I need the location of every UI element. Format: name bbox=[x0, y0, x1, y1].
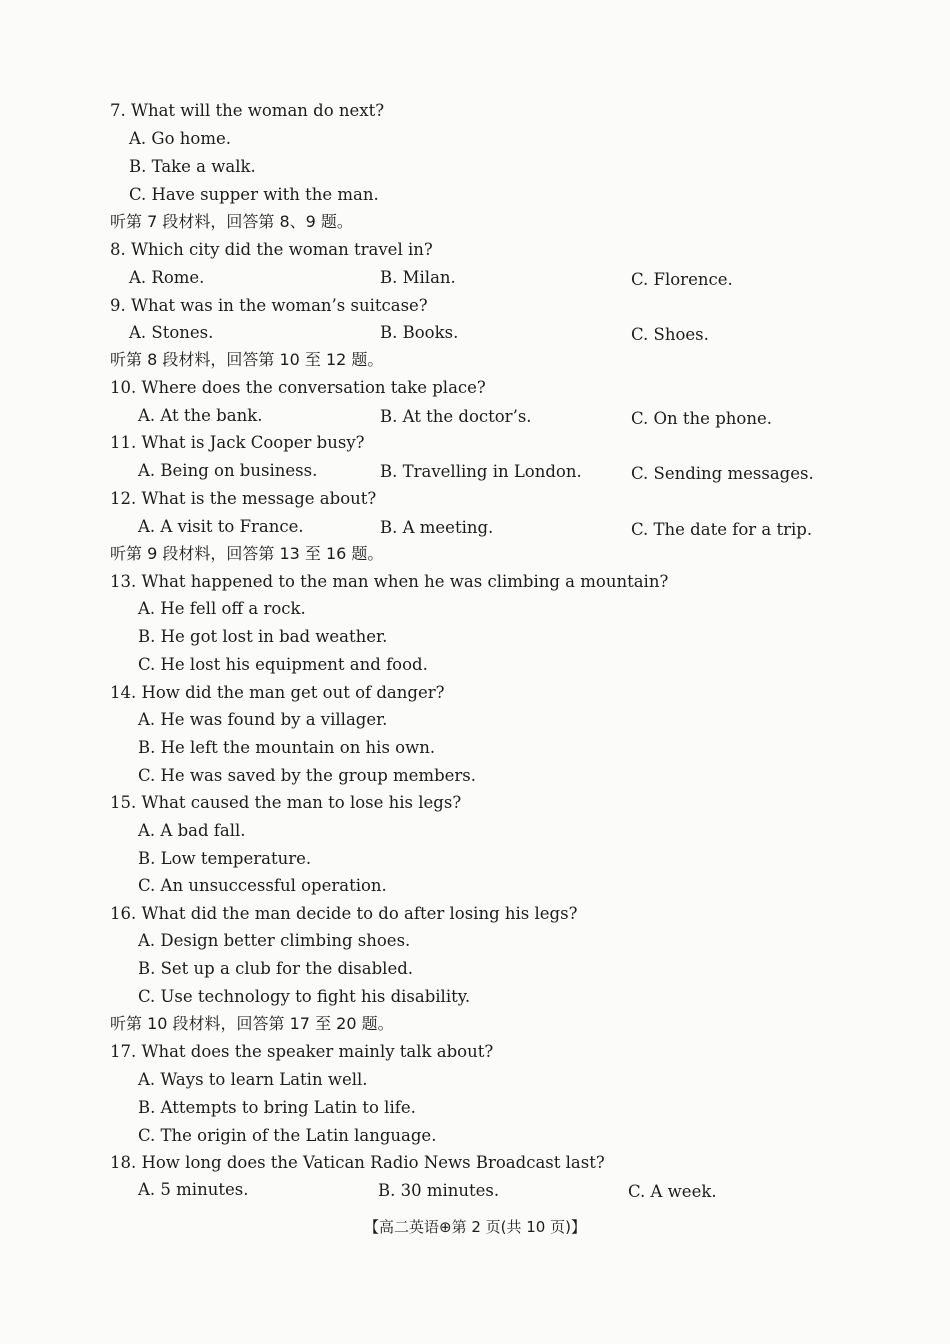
answer-option: A. At the bank. bbox=[138, 406, 263, 425]
section-heading: 听第 9 段材料，回答第 13 至 16 题。 bbox=[110, 544, 384, 563]
question-stem: 11. What is Jack Cooper busy? bbox=[110, 433, 365, 452]
section-heading: 听第 8 段材料，回答第 10 至 12 题。 bbox=[110, 350, 384, 369]
answer-option: A. Design better climbing shoes. bbox=[138, 931, 411, 950]
answer-option: B. 30 minutes. bbox=[378, 1181, 500, 1200]
answer-option: B. Attempts to bring Latin to life. bbox=[138, 1098, 416, 1117]
answer-option: A. Stones. bbox=[129, 323, 214, 342]
answer-option: C. Florence. bbox=[631, 270, 733, 289]
answer-option: C. An unsuccessful operation. bbox=[138, 876, 387, 895]
question-stem: 10. Where does the conversation take place? bbox=[110, 378, 486, 397]
question-stem: 12. What is the message about? bbox=[110, 489, 377, 508]
answer-option: B. A meeting. bbox=[380, 518, 494, 537]
question-stem: 9. What was in the woman’s suitcase? bbox=[110, 296, 428, 315]
answer-option: C. Use technology to fight his disability. bbox=[138, 987, 471, 1006]
answer-option: C. Sending messages. bbox=[631, 464, 814, 483]
answer-option: C. Shoes. bbox=[631, 325, 709, 344]
section-heading: 听第 10 段材料，回答第 17 至 20 题。 bbox=[110, 1014, 394, 1033]
answer-option: C. The origin of the Latin language. bbox=[138, 1126, 437, 1145]
question-stem: 15. What caused the man to lose his legs? bbox=[110, 793, 462, 812]
answer-option: A. 5 minutes. bbox=[138, 1180, 249, 1199]
answer-option: C. The date for a trip. bbox=[631, 520, 813, 539]
question-stem: 13. What happened to the man when he was climbing a mountain? bbox=[110, 572, 669, 591]
answer-option: C. A week. bbox=[628, 1182, 717, 1201]
answer-option: A. Go home. bbox=[129, 129, 231, 148]
answer-option: A. Rome. bbox=[129, 268, 205, 287]
answer-option: C. He was saved by the group members. bbox=[138, 766, 476, 785]
answer-option: A. A bad fall. bbox=[138, 821, 246, 840]
answer-option: C. Have supper with the man. bbox=[129, 185, 379, 204]
answer-option: A. A visit to France. bbox=[138, 517, 304, 536]
question-stem: 8. Which city did the woman travel in? bbox=[110, 240, 433, 259]
section-heading: 听第 7 段材料，回答第 8、9 题。 bbox=[110, 212, 353, 231]
page-footer: 【高二英语⊕第 2 页(共 10 页)】 bbox=[364, 1218, 586, 1236]
answer-option: B. He left the mountain on his own. bbox=[138, 738, 436, 757]
answer-option: A. He was found by a villager. bbox=[138, 710, 388, 729]
answer-option: C. On the phone. bbox=[631, 409, 772, 428]
answer-option: A. Being on business. bbox=[138, 461, 318, 480]
answer-option: B. At the doctor’s. bbox=[380, 407, 532, 426]
answer-option: B. Low temperature. bbox=[138, 849, 312, 868]
answer-option: B. Books. bbox=[380, 323, 459, 342]
question-stem: 7. What will the woman do next? bbox=[110, 101, 385, 120]
answer-option: B. Take a walk. bbox=[129, 157, 256, 176]
answer-option: A. He fell off a rock. bbox=[138, 599, 306, 618]
question-stem: 18. How long does the Vatican Radio News Broadcast last? bbox=[110, 1153, 605, 1172]
question-stem: 16. What did the man decide to do after losing his legs? bbox=[110, 904, 578, 923]
answer-option: C. He lost his equipment and food. bbox=[138, 655, 428, 674]
answer-option: B. Set up a club for the disabled. bbox=[138, 959, 414, 978]
answer-option: B. Travelling in London. bbox=[380, 462, 582, 481]
question-stem: 14. How did the man get out of danger? bbox=[110, 683, 445, 702]
answer-option: B. He got lost in bad weather. bbox=[138, 627, 388, 646]
answer-option: A. Ways to learn Latin well. bbox=[138, 1070, 368, 1089]
answer-option: B. Milan. bbox=[380, 268, 456, 287]
question-stem: 17. What does the speaker mainly talk about? bbox=[110, 1042, 494, 1061]
